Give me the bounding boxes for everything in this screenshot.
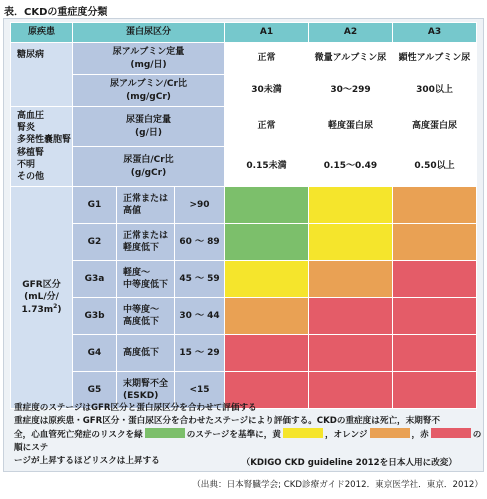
orange-swatch	[370, 428, 410, 438]
gfr-description: 高度低下	[117, 335, 175, 372]
risk-cell	[393, 224, 477, 261]
diabetes-test-2: 尿アルブミン/Cr比 (mg/gCr)	[73, 75, 225, 107]
gfr-description: 正常または 軽度低下	[117, 224, 175, 261]
gfr-row-g2	[11, 224, 477, 261]
gfr-code: G1	[73, 187, 117, 224]
table-title: 表．CKDの重症度分類	[4, 7, 108, 18]
header-a2: A2	[309, 23, 393, 43]
gfr-range: 45 ～ 59	[175, 261, 225, 298]
other-value-a2: 0.15～0.49	[309, 147, 393, 187]
risk-cell	[309, 335, 393, 372]
risk-cell	[225, 298, 309, 335]
header-protein-category: 蛋白尿区分	[73, 23, 225, 43]
ckd-classification-panel	[3, 18, 484, 472]
risk-cell	[393, 261, 477, 298]
gfr-description: 末期腎不全 (ESKD)	[117, 372, 175, 409]
source-citation: （出典：日本腎臓学会; CKD診療ガイド2012．東京医学社．東京．2012）	[192, 480, 483, 490]
risk-cell	[393, 187, 477, 224]
header-a1: A1	[225, 23, 309, 43]
gfr-code: G3a	[73, 261, 117, 298]
gfr-code: G4	[73, 335, 117, 372]
risk-cell	[225, 187, 309, 224]
risk-cell	[309, 224, 393, 261]
diabetes-value-a3: 300以上	[393, 75, 477, 107]
other-value-a1: 0.15未満	[225, 147, 309, 187]
gfr-row-g3b	[11, 298, 477, 335]
severity-note: 重症度のステージはGFR区分と蛋白尿区分を合わせて評価する 重症度は原疾患・GFR区分・蛋白尿区分を合わせたステージにより評価する。CKDの重症度は死亡，末期腎不 全，心血管死亡発症のリスクを緑 のステージを基準に，黄 ，オレンジ ，赤 の順にステ ージが上昇するほどリスクは上昇する	[14, 403, 482, 466]
other-label-a1: 正常	[225, 107, 309, 147]
header-a3: A3	[393, 23, 477, 43]
risk-cell	[225, 261, 309, 298]
gfr-description: 軽度～ 中等度低下	[117, 261, 175, 298]
other-label-a3: 高度蛋白尿	[393, 107, 477, 147]
risk-cell	[393, 298, 477, 335]
gfr-row-g1	[11, 187, 477, 224]
header-cause: 原疾患	[11, 23, 73, 43]
other-label-a2: 軽度蛋白尿	[309, 107, 393, 147]
gfr-range: 30 ～ 44	[175, 298, 225, 335]
risk-cell	[309, 298, 393, 335]
risk-cell	[309, 261, 393, 298]
risk-cell	[225, 335, 309, 372]
gfr-description: 中等度～ 高度低下	[117, 298, 175, 335]
gfr-code: G3b	[73, 298, 117, 335]
gfr-code: G2	[73, 224, 117, 261]
diabetes-row-1	[11, 43, 477, 75]
other-test-2: 尿蛋白/Cr比 (g/gCr)	[73, 147, 225, 187]
other-row-2	[11, 147, 477, 187]
green-swatch	[145, 428, 185, 438]
guideline-credit: （KDIGO CKD guideline 2012を日本人用に改変）	[241, 458, 457, 468]
diabetes-value-a2: 30～299	[309, 75, 393, 107]
gfr-range: <15	[175, 372, 225, 409]
risk-cell	[309, 187, 393, 224]
gfr-row-g4	[11, 335, 477, 372]
diabetes-label-a2: 微量アルブミン尿	[309, 43, 393, 75]
risk-cell	[393, 335, 477, 372]
diabetes-test-1: 尿アルブミン定量 (mg/日)	[73, 43, 225, 75]
gfr-unit: (mL/分/	[24, 291, 59, 302]
diabetes-label-a1: 正常	[225, 43, 309, 75]
cause-diabetes: 糖尿病	[11, 43, 73, 107]
ckd-severity-table	[10, 22, 477, 409]
other-value-a3: 0.50以上	[393, 147, 477, 187]
other-row-1	[11, 107, 477, 147]
gfr-range: 15 ～ 29	[175, 335, 225, 372]
gfr-row-g3a	[11, 261, 477, 298]
gfr-category-label: GFR区分 (mL/分/ $1.73m^2$)	[11, 187, 73, 409]
gfr-range: 60 ～ 89	[175, 224, 225, 261]
other-test-1: 尿蛋白定量 (g/日)	[73, 107, 225, 147]
risk-cell	[225, 224, 309, 261]
red-swatch	[431, 428, 471, 438]
diabetes-label-a3: 顕性アルブミン尿	[393, 43, 477, 75]
yellow-swatch	[283, 428, 323, 438]
diabetes-value-a1: 30未満	[225, 75, 309, 107]
gfr-range: >90	[175, 187, 225, 224]
gfr-code: G5	[73, 372, 117, 409]
cause-other: 高血圧 腎炎 多発性嚢胞腎 移植腎 不明 その他	[11, 107, 73, 187]
header-row	[11, 23, 477, 43]
diabetes-row-2	[11, 75, 477, 107]
gfr-description: 正常または 高値	[117, 187, 175, 224]
